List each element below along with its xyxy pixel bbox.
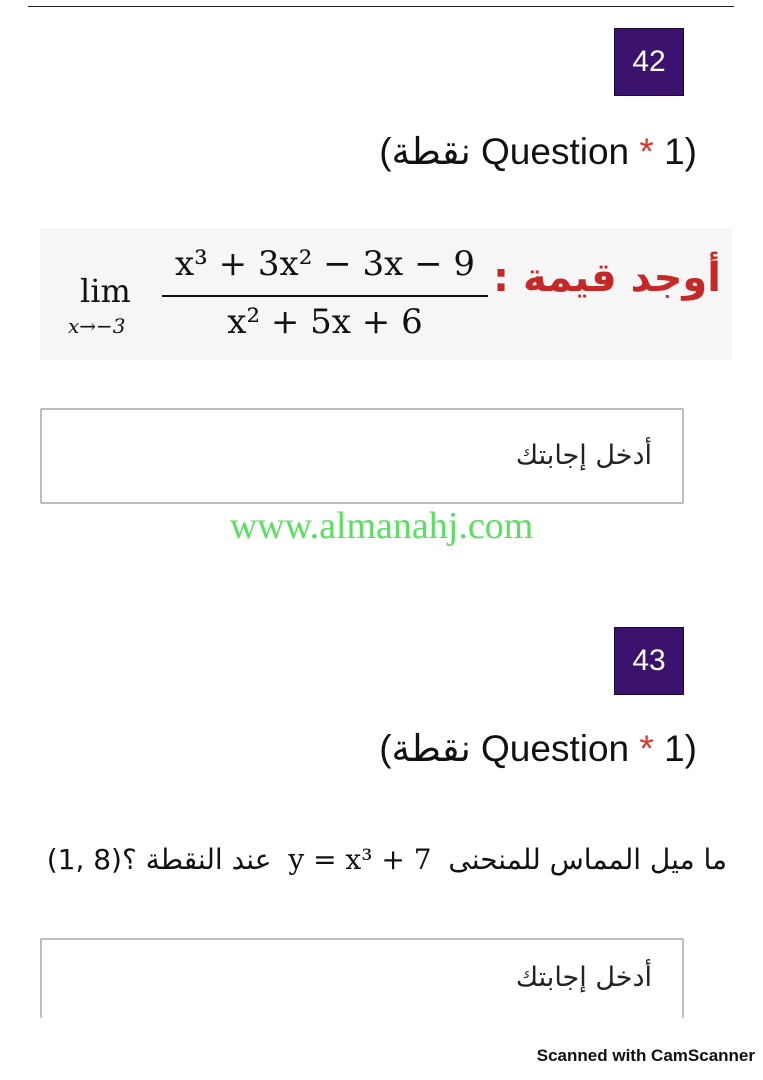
question-label: Question [481,131,630,172]
top-rule [28,6,734,7]
question-prompt: أوجد قيمة : [493,255,721,301]
fraction-numerator: x³ + 3x² − 3x − 9 [175,244,475,284]
answer-input[interactable] [40,938,684,1018]
limit-subscript: x→−3 [68,314,126,338]
curve-equation: y = x³ + 7 [288,843,432,876]
fraction-denominator: x² + 5x + 6 [227,302,423,342]
scanner-credit: Scanned with CamScanner [536,1046,755,1065]
question-index: 1) [664,131,697,172]
question-text [43,843,727,876]
points-label: (نقطة [379,131,471,172]
required-star: * [639,728,654,769]
limit-operator: lim [80,272,131,310]
question-header [379,727,697,770]
question-number-badge: 43 [614,627,684,695]
question-index: 1) [664,728,697,769]
answer-placeholder: أدخل إجابتك [515,962,652,993]
point-coordinates: (1, 8)؟ [46,843,137,876]
question-label: Question [481,728,630,769]
fraction-bar [162,295,488,297]
watermark: www.almanahj.com [229,505,534,547]
question-text-middle: عند النقطة [145,843,272,876]
question-header [379,130,697,173]
required-star: * [639,131,654,172]
points-label: (نقطة [379,728,471,769]
question-text-start: ما ميل المماس للمنحنى [448,843,727,876]
answer-placeholder: أدخل إجابتك [515,440,652,471]
answer-input[interactable] [40,408,684,504]
question-number-badge: 42 [614,28,684,96]
